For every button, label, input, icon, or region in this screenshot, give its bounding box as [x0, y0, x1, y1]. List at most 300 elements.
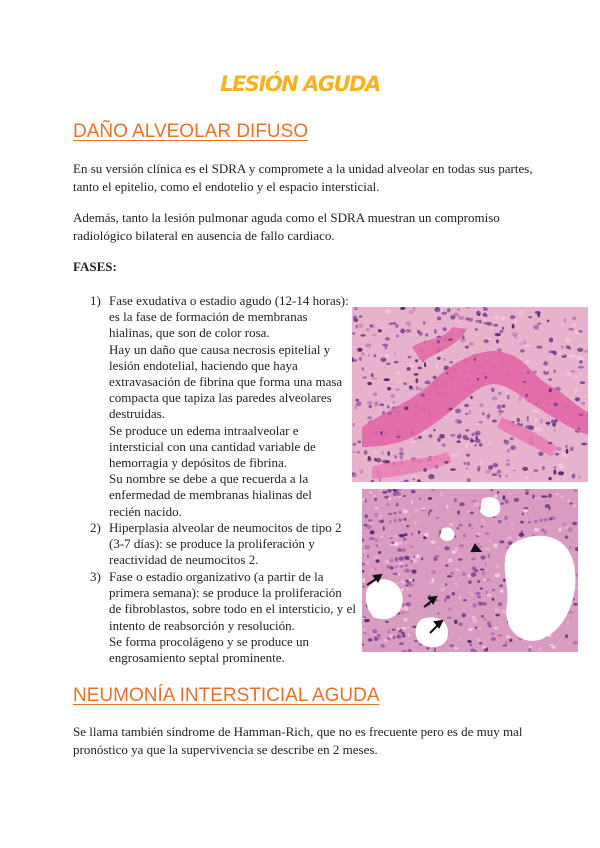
nucleus-dot	[540, 418, 543, 423]
nucleus-dot	[510, 437, 514, 440]
nucleus-dot	[553, 429, 556, 432]
section-heading-neumonia-intersticial: NEUMONÍA INTERSTICIAL AGUDA	[73, 685, 380, 706]
nucleus-dot	[514, 319, 517, 323]
nucleus-dot	[387, 451, 390, 456]
nucleus-dot	[561, 345, 564, 350]
nucleus-dot	[482, 412, 485, 415]
nucleus-dot	[419, 498, 421, 500]
nucleus-dot	[357, 441, 361, 444]
nucleus-dot	[477, 580, 480, 583]
nucleus-dot	[534, 528, 540, 532]
nucleus-dot	[491, 387, 495, 392]
nucleus-dot	[364, 619, 370, 622]
nucleus-dot	[503, 495, 506, 500]
nucleus-dot	[450, 468, 456, 471]
nucleus-dot	[492, 589, 495, 592]
nucleus-dot	[535, 311, 541, 314]
nucleus-dot	[440, 308, 443, 313]
nucleus-dot	[467, 478, 471, 482]
nucleus-dot	[378, 329, 382, 332]
nucleus-dot	[386, 363, 390, 366]
nucleus-dot	[471, 433, 474, 437]
nucleus-dot	[409, 386, 412, 389]
nucleus-dot	[416, 386, 418, 391]
nucleus-dot	[447, 308, 451, 312]
nucleus-dot	[505, 463, 510, 466]
nucleus-dot	[578, 428, 581, 430]
nucleus-dot	[352, 423, 355, 427]
nucleus-dot	[399, 557, 404, 561]
nucleus-dot	[359, 469, 363, 474]
nucleus-dot	[553, 369, 556, 373]
nucleus-dot	[390, 394, 395, 398]
nucleus-dot	[512, 324, 515, 329]
nucleus-dot	[454, 620, 457, 624]
nucleus-dot	[542, 466, 545, 470]
nucleus-dot	[404, 618, 408, 622]
nucleus-dot	[498, 520, 502, 523]
nucleus-dot	[499, 475, 501, 478]
nucleus-dot	[579, 372, 582, 376]
nucleus-dot	[479, 627, 481, 630]
nucleus-dot	[370, 324, 373, 327]
nucleus-dot	[537, 323, 541, 325]
nucleus-dot	[532, 494, 535, 498]
nucleus-dot	[471, 500, 476, 503]
nucleus-dot	[382, 344, 388, 347]
nucleus-dot	[534, 418, 537, 423]
nucleus-dot	[476, 543, 479, 545]
nucleus-dot	[434, 555, 439, 558]
nucleus-dot	[483, 521, 486, 524]
nucleus-dot	[574, 376, 579, 379]
nucleus-dot	[559, 528, 562, 532]
nucleus-dot	[556, 447, 561, 451]
nucleus-dot	[446, 505, 448, 509]
nucleus-dot	[517, 536, 520, 540]
nucleus-dot	[404, 406, 408, 410]
nucleus-dot	[379, 637, 381, 640]
fases-label: FASES:	[73, 259, 117, 274]
nucleus-dot	[357, 348, 362, 352]
nucleus-dot	[477, 596, 481, 599]
nucleus-dot	[499, 330, 503, 333]
nucleus-dot	[426, 363, 430, 365]
nucleus-dot	[517, 418, 521, 423]
nucleus-dot	[364, 450, 368, 454]
nucleus-dot	[450, 572, 454, 575]
nucleus-dot	[372, 334, 376, 337]
nucleus-dot	[443, 327, 447, 331]
nucleus-dot	[416, 378, 419, 383]
nucleus-dot	[404, 540, 407, 544]
nucleus-dot	[406, 602, 410, 606]
nucleus-dot	[421, 557, 423, 560]
phase-line: hemorragia y depósitos de fibrina.	[109, 455, 287, 471]
nucleus-dot	[456, 440, 460, 443]
nucleus-dot	[428, 474, 434, 479]
nucleus-dot	[476, 638, 480, 642]
nucleus-dot	[464, 404, 468, 407]
nucleus-dot	[418, 531, 421, 534]
nucleus-dot	[546, 422, 551, 425]
nucleus-dot	[458, 420, 463, 424]
nucleus-dot	[549, 350, 554, 353]
nucleus-dot	[571, 474, 575, 479]
nucleus-dot	[502, 610, 506, 614]
nucleus-dot	[478, 546, 482, 548]
nucleus-dot	[493, 324, 498, 327]
nucleus-dot	[487, 594, 492, 597]
nucleus-dot	[480, 555, 485, 559]
nucleus-dot	[473, 557, 476, 559]
nucleus-dot	[570, 370, 575, 373]
nucleus-dot	[389, 520, 392, 524]
nucleus-dot	[449, 361, 453, 364]
nucleus-dot	[406, 587, 409, 591]
nucleus-dot	[472, 615, 475, 619]
nucleus-dot	[370, 530, 375, 534]
nucleus-dot	[545, 368, 548, 372]
nucleus-dot	[474, 444, 477, 446]
nucleus-dot	[506, 459, 510, 462]
nucleus-dot	[486, 590, 488, 594]
nucleus-dot	[396, 635, 401, 639]
nucleus-dot	[389, 634, 393, 638]
nucleus-dot	[409, 546, 413, 548]
nucleus-dot	[399, 379, 402, 383]
nucleus-dot	[568, 328, 574, 331]
nucleus-dot	[379, 403, 384, 406]
nucleus-dot	[455, 409, 461, 414]
nucleus-dot	[456, 569, 459, 571]
phase-line: intento de reabsorción y resolución.	[109, 617, 295, 633]
nucleus-dot	[387, 629, 391, 633]
nucleus-dot	[492, 598, 495, 601]
nucleus-dot	[505, 474, 508, 477]
nucleus-dot	[443, 358, 446, 361]
nucleus-dot	[352, 332, 355, 335]
nucleus-dot	[584, 396, 587, 399]
nucleus-dot	[444, 546, 449, 550]
nucleus-dot	[479, 443, 483, 447]
section-heading-dano-alveolar: DAÑO ALVEOLAR DIFUSO	[73, 121, 309, 142]
histology-image-organizing	[362, 489, 578, 652]
nucleus-dot	[545, 504, 550, 508]
nucleus-dot	[465, 413, 468, 415]
phase-line: Hiperplasia alveolar de neumocitos de tipo 2	[109, 520, 342, 535]
nucleus-dot	[412, 478, 415, 480]
phase-line: primera semana): se produce la proliferación	[109, 585, 342, 601]
nucleus-dot	[577, 348, 583, 352]
nucleus-dot	[465, 318, 470, 321]
nucleus-dot	[533, 469, 538, 472]
nucleus-dot	[488, 465, 493, 470]
nucleus-dot	[469, 591, 471, 593]
nucleus-dot	[470, 438, 473, 441]
nucleus-dot	[499, 411, 502, 416]
nucleus-dot	[410, 560, 413, 563]
nucleus-dot	[474, 357, 476, 361]
nucleus-dot	[435, 465, 438, 469]
nucleus-dot	[396, 335, 399, 338]
nucleus-dot	[568, 611, 574, 614]
nucleus-dot	[385, 337, 390, 341]
nucleus-dot	[494, 608, 499, 612]
nucleus-dot	[507, 449, 511, 453]
nucleus-dot	[400, 581, 405, 584]
nucleus-dot	[411, 500, 413, 504]
phase-line: (3-7 días): se produce la proliferación y	[109, 536, 315, 552]
nucleus-dot	[391, 542, 394, 544]
nucleus-dot	[561, 323, 564, 326]
nucleus-dot	[566, 338, 570, 342]
nucleus-dot	[414, 437, 418, 441]
nucleus-dot	[510, 445, 516, 450]
nucleus-dot	[547, 320, 550, 323]
phase-line: Fase o estadio organizativo (a partir de la	[109, 569, 324, 584]
nucleus-dot	[436, 363, 439, 368]
nucleus-dot	[398, 534, 403, 537]
nucleus-dot	[477, 378, 479, 381]
nucleus-dot	[504, 516, 508, 520]
nucleus-dot	[553, 352, 556, 356]
nucleus-dot	[475, 592, 480, 595]
nucleus-dot	[455, 547, 457, 551]
nucleus-dot	[409, 310, 414, 314]
nucleus-dot	[433, 557, 437, 561]
nucleus-dot	[359, 324, 363, 329]
nucleus-dot	[384, 496, 389, 499]
nucleus-dot	[576, 355, 581, 360]
nucleus-dot	[476, 532, 481, 535]
nucleus-dot	[483, 578, 486, 581]
nucleus-dot	[404, 556, 408, 560]
nucleus-dot	[374, 354, 377, 357]
nucleus-dot	[551, 419, 555, 423]
phase-line: destruidas.	[109, 406, 165, 422]
nucleus-dot	[359, 357, 362, 361]
nucleus-dot	[468, 523, 471, 527]
nucleus-dot	[497, 634, 502, 636]
nucleus-dot	[424, 533, 428, 537]
nucleus-dot	[457, 316, 460, 319]
nucleus-dot	[407, 367, 411, 371]
nucleus-dot	[394, 361, 399, 364]
nucleus-dot	[429, 509, 432, 512]
nucleus-dot	[369, 522, 373, 525]
nucleus-dot	[525, 476, 529, 479]
nucleus-dot	[423, 468, 427, 472]
nucleus-dot	[380, 536, 383, 538]
nucleus-dot	[478, 421, 483, 423]
nucleus-dot	[452, 550, 456, 554]
nucleus-dot	[408, 514, 410, 516]
nucleus-dot	[542, 529, 545, 532]
nucleus-dot	[439, 434, 445, 439]
nucleus-dot	[436, 547, 440, 550]
nucleus-dot	[466, 437, 469, 440]
nucleus-dot	[458, 524, 463, 527]
nucleus-dot	[445, 583, 447, 586]
nucleus-dot	[375, 539, 379, 542]
nucleus-dot	[471, 572, 476, 576]
nucleus-dot	[549, 388, 552, 392]
nucleus-dot	[497, 470, 501, 473]
nucleus-dot	[454, 498, 457, 502]
nucleus-dot	[492, 420, 497, 423]
nucleus-dot	[549, 477, 552, 481]
nucleus-dot	[544, 531, 547, 533]
nucleus-dot	[452, 453, 458, 457]
nucleus-dot	[399, 455, 403, 459]
nucleus-dot	[435, 517, 439, 519]
nucleus-dot	[354, 405, 357, 410]
nucleus-dot	[393, 573, 398, 575]
nucleus-dot	[575, 397, 580, 401]
nucleus-dot	[500, 589, 503, 593]
nucleus-dot	[567, 621, 569, 625]
nucleus-dot	[415, 359, 418, 362]
nucleus-dot	[543, 518, 548, 521]
nucleus-dot	[399, 447, 403, 452]
phase-text	[109, 569, 371, 666]
nucleus-dot	[437, 612, 439, 615]
nucleus-dot	[534, 520, 538, 523]
nucleus-dot	[494, 315, 500, 320]
nucleus-dot	[480, 526, 483, 528]
nucleus-dot	[435, 307, 439, 310]
nucleus-dot	[354, 359, 357, 362]
nucleus-dot	[511, 522, 514, 525]
nucleus-dot	[468, 574, 470, 578]
nucleus-dot	[495, 614, 499, 617]
nucleus-dot	[469, 512, 474, 514]
nucleus-dot	[383, 526, 385, 530]
nucleus-dot	[395, 388, 399, 391]
nucleus-dot	[467, 462, 470, 466]
nucleus-dot	[419, 331, 423, 335]
nucleus-dot	[430, 540, 435, 543]
nucleus-dot	[407, 626, 410, 628]
nucleus-dot	[379, 489, 382, 492]
nucleus-dot	[394, 519, 396, 522]
nucleus-dot	[487, 579, 491, 582]
phase-text	[109, 293, 371, 520]
nucleus-dot	[558, 464, 564, 468]
nucleus-dot	[395, 557, 398, 561]
phase-line: hialinas, que son de color rosa.	[109, 325, 270, 341]
nucleus-dot	[549, 338, 553, 343]
nucleus-dot	[465, 444, 468, 448]
nucleus-dot	[488, 442, 492, 444]
nucleus-dot	[565, 634, 568, 638]
nucleus-dot	[414, 508, 419, 512]
histology-image-hyaline-membranes	[352, 307, 588, 482]
nucleus-dot	[384, 378, 390, 381]
nucleus-dot	[371, 568, 375, 570]
nucleus-dot	[353, 443, 356, 446]
nucleus-dot	[367, 401, 372, 404]
nucleus-dot	[367, 382, 372, 385]
nucleus-dot	[493, 627, 498, 630]
nucleus-dot	[404, 533, 408, 536]
nucleus-dot	[462, 613, 466, 617]
nucleus-dot	[362, 376, 367, 378]
nucleus-dot	[536, 346, 542, 349]
nucleus-dot	[400, 565, 404, 568]
paragraph-hamman-rich: Se llama también síndrome de Hamman-Rich, que no es frecuente pero es de muy mal pronóstico ya que la supervivencia se describe en 2 meses.	[73, 724, 523, 757]
nucleus-dot	[387, 489, 392, 493]
nucleus-dot	[564, 318, 567, 322]
page-title: LESIÓN AGUDA	[220, 72, 380, 96]
nucleus-dot	[433, 429, 436, 431]
nucleus-dot	[493, 463, 499, 467]
nucleus-dot	[364, 550, 367, 553]
nucleus-dot	[480, 461, 483, 466]
nucleus-dot	[428, 434, 432, 437]
nucleus-dot	[374, 450, 377, 454]
nucleus-dot	[567, 355, 573, 357]
nucleus-dot	[514, 498, 519, 502]
nucleus-dot	[440, 492, 443, 495]
nucleus-dot	[532, 409, 538, 412]
nucleus-dot	[396, 370, 400, 375]
nucleus-dot	[573, 641, 579, 644]
nucleus-dot	[469, 410, 471, 415]
nucleus-dot	[367, 555, 369, 558]
nucleus-dot	[562, 523, 567, 525]
nucleus-dot	[495, 573, 500, 577]
nucleus-dot	[365, 545, 371, 549]
nucleus-dot	[572, 317, 576, 320]
nucleus-dot	[372, 377, 378, 379]
nucleus-dot	[459, 596, 461, 599]
nucleus-dot	[548, 378, 552, 380]
nucleus-dot	[378, 551, 381, 554]
nucleus-dot	[444, 461, 448, 464]
nucleus-dot	[481, 519, 483, 523]
nucleus-dot	[510, 315, 515, 319]
nucleus-dot	[388, 513, 393, 515]
nucleus-dot	[364, 456, 368, 460]
nucleus-dot	[475, 438, 481, 443]
nucleus-dot	[385, 560, 390, 564]
nucleus-dot	[573, 603, 577, 606]
histology-hyaline-svg	[352, 307, 588, 482]
nucleus-dot	[396, 581, 399, 584]
nucleus-dot	[497, 564, 499, 568]
nucleus-dot	[473, 603, 477, 607]
nucleus-dot	[512, 467, 516, 469]
nucleus-dot	[365, 499, 367, 503]
nucleus-dot	[408, 649, 411, 652]
nucleus-dot	[445, 564, 449, 567]
nucleus-dot	[374, 497, 377, 501]
nucleus-dot	[502, 405, 506, 408]
nucleus-dot	[394, 535, 397, 538]
phase-line: recién nacido.	[109, 503, 182, 519]
nucleus-dot	[411, 533, 414, 536]
nucleus-dot	[418, 367, 422, 370]
nucleus-dot	[455, 582, 457, 586]
nucleus-dot	[398, 518, 402, 521]
nucleus-dot	[494, 495, 497, 499]
nucleus-dot	[380, 327, 385, 329]
phase-line: extravasación de fibrina que forma una masa	[109, 374, 343, 390]
nucleus-dot	[359, 315, 363, 317]
nucleus-dot	[403, 495, 406, 497]
